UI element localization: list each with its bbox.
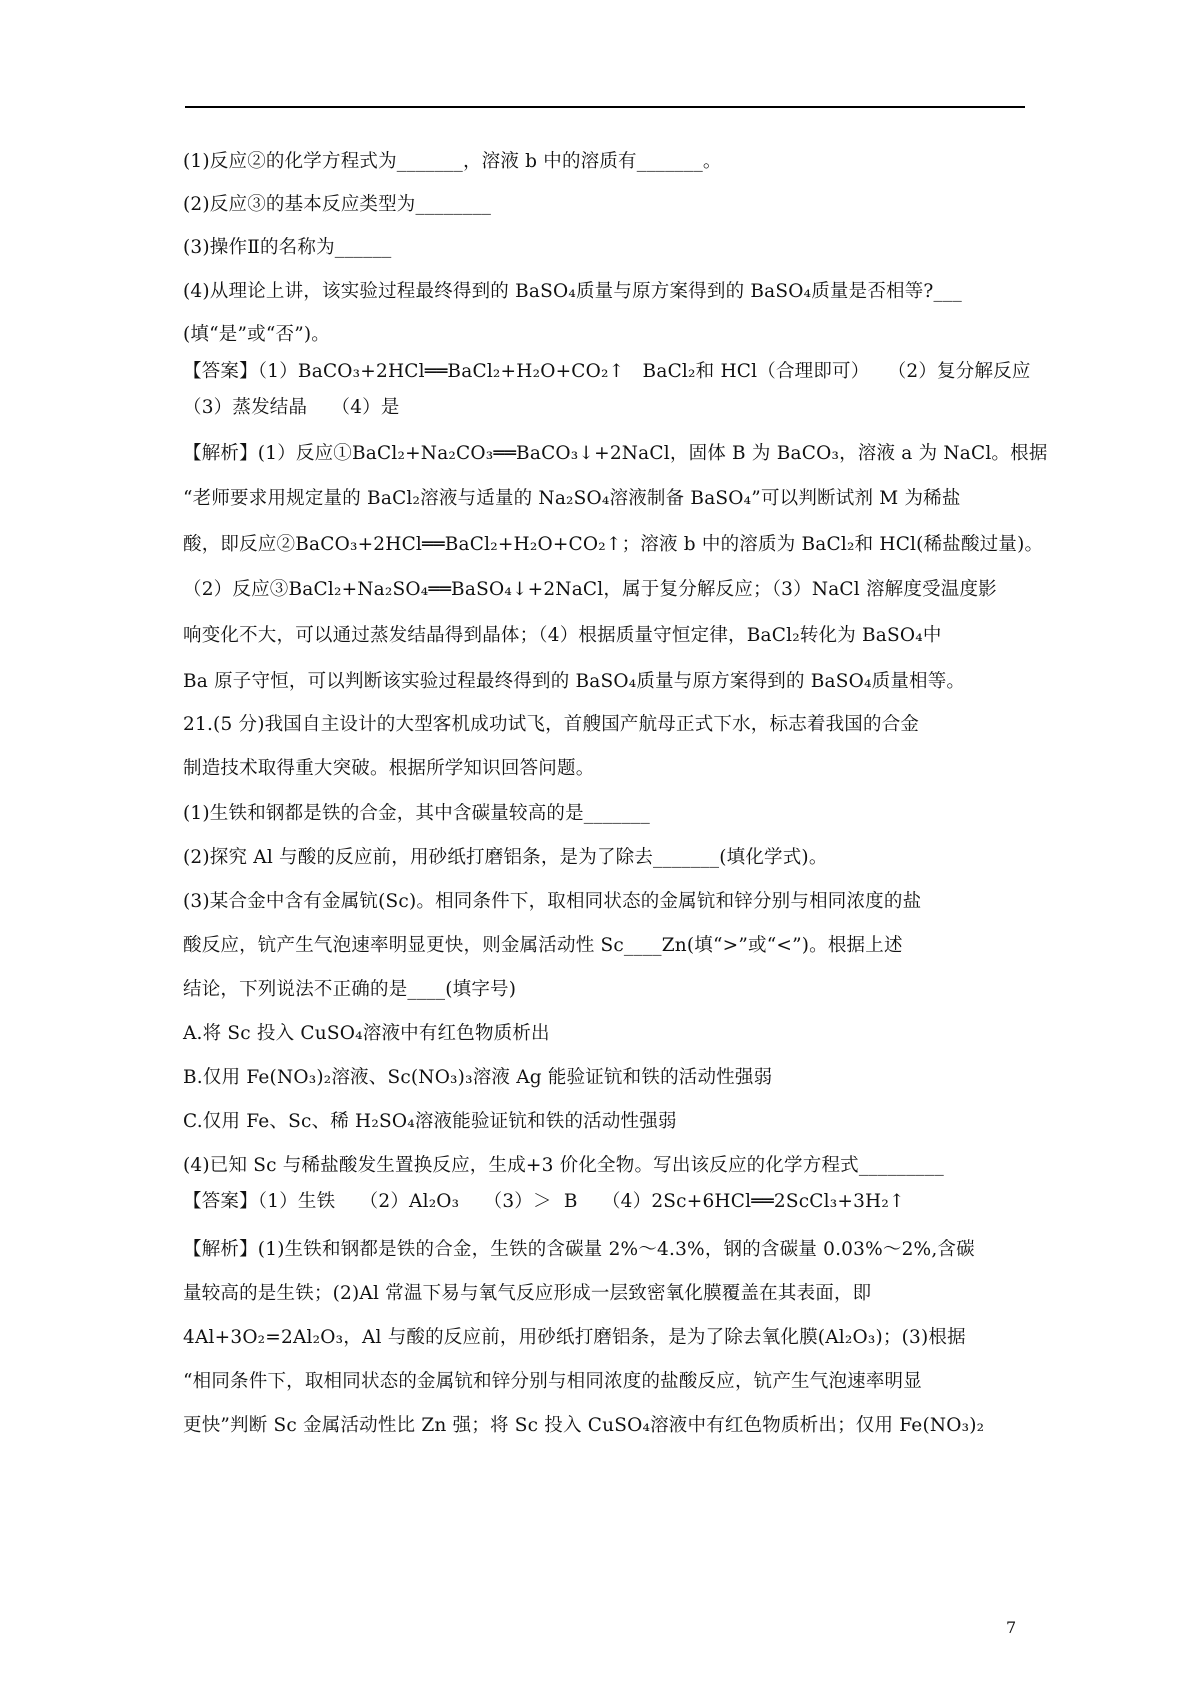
- analysis-line-5: 响变化不大，可以通过蒸发结晶得到晶体；（4）根据质量守恒定律，BaCl₂转化为 BaSO₄中: [183, 625, 942, 646]
- q-line-1: (1)反应②的化学方程式为_______，溶液 b 中的溶质有_______。: [183, 151, 722, 172]
- option-a: A.将 Sc 投入 CuSO₄溶液中有红色物质析出: [183, 1023, 550, 1044]
- analysis2-line-2: 量较高的是生铁；(2)Al 常温下易与氧气反应形成一层致密氧化膜覆盖在其表面，即: [183, 1283, 872, 1304]
- page-number: 7: [1006, 1618, 1017, 1637]
- q-line-4: (4)从理论上讲，该实验过程最终得到的 BaSO₄质量与原方案得到的 BaSO₄质量是否相等?___: [183, 281, 962, 302]
- option-b: B.仅用 Fe(NO₃)₂溶液、Sc(NO₃)₃溶液 Ag 能验证钪和铁的活动性强弱: [183, 1067, 773, 1088]
- answer-line-3: 【答案】（1）生铁 （2）Al₂O₃ （3）＞ B （4）2Sc+6HCl══2ScCl₃+3H₂↑: [183, 1191, 905, 1212]
- q21-line-6: 酸反应，钪产生气泡速率明显更快，则金属活动性 Sc____Zn(填“>”或“<”)。根据上述: [183, 935, 903, 956]
- option-c: C.仅用 Fe、Sc、稀 H₂SO₄溶液能验证钪和铁的活动性强弱: [183, 1111, 677, 1132]
- analysis-line-1: 【解析】(1）反应①BaCl₂+Na₂CO₃══BaCO₃↓+2NaCl，固体 B 为 BaCO₃，溶液 a 为 NaCl。根据: [183, 443, 1048, 464]
- analysis2-line-4: “相同条件下，取相同状态的金属钪和锌分别与相同浓度的盐酸反应，钪产生气泡速率明显: [183, 1371, 922, 1392]
- q21-line-7: 结论，下列说法不正确的是____(填字号): [183, 979, 517, 1000]
- header-rule: [185, 106, 1025, 108]
- q21-line-4: (2)探究 Al 与酸的反应前，用砂纸打磨铝条，是为了除去_______(填化学式)。: [183, 847, 828, 868]
- analysis2-line-3: 4Al+3O₂=2Al₂O₃，Al 与酸的反应前，用砂纸打磨铝条，是为了除去氧化膜(Al₂O₃)；(3)根据: [183, 1327, 966, 1348]
- analysis-line-3: 酸，即反应②BaCO₃+2HCl══BaCl₂+H₂O+CO₂↑；溶液 b 中的溶质为 BaCl₂和 HCl(稀盐酸过量)。: [183, 534, 1044, 555]
- q21-line-2: 制造技术取得重大突破。根据所学知识回答问题。: [183, 758, 595, 779]
- analysis-line-4: （2）反应③BaCl₂+Na₂SO₄══BaSO₄↓+2NaCl，属于复分解反应；（3）NaCl 溶解度受温度影: [183, 579, 997, 600]
- q21-line-8: (4)已知 Sc 与稀盐酸发生置换反应，生成+3 价化全物。写出该反应的化学方程式_________: [183, 1155, 944, 1176]
- q21-line-1: 21.(5 分)我国自主设计的大型客机成功试飞，首艘国产航母正式下水，标志着我国的合金: [183, 714, 920, 735]
- q21-line-5: (3)某合金中含有金属钪(Sc)。相同条件下，取相同状态的金属钪和锌分别与相同浓度的盐: [183, 891, 922, 912]
- q-line-5: (填“是”或“否”)。: [183, 324, 330, 345]
- analysis-line-2: “老师要求用规定量的 BaCl₂溶液与适量的 Na₂SO₄溶液制备 BaSO₄”可以判断试剂 M 为稀盐: [183, 488, 961, 509]
- analysis-line-6: Ba 原子守恒，可以判断该实验过程最终得到的 BaSO₄质量与原方案得到的 BaSO₄质量相等。: [183, 671, 966, 692]
- analysis2-line-5: 更快”判断 Sc 金属活动性比 Zn 强；将 Sc 投入 CuSO₄溶液中有红色物质析出；仅用 Fe(NO₃)₂: [183, 1415, 985, 1436]
- answer-line-1: 【答案】（1）BaCO₃+2HCl══BaCl₂+H₂O+CO₂↑ BaCl₂和 HCl（合理即可） （2）复分解反应: [183, 361, 1031, 382]
- answer-line-2: （3）蒸发结晶 （4）是: [183, 397, 400, 418]
- q-line-3: (3)操作Ⅱ的名称为______: [183, 237, 392, 258]
- analysis2-line-1: 【解析】(1)生铁和钢都是铁的合金，生铁的含碳量 2%～4.3%，钢的含碳量 0.03%～2%,含碳: [183, 1239, 975, 1260]
- q21-line-3: (1)生铁和钢都是铁的合金，其中含碳量较高的是_______: [183, 803, 650, 824]
- q-line-2: (2)反应③的基本反应类型为________: [183, 194, 492, 215]
